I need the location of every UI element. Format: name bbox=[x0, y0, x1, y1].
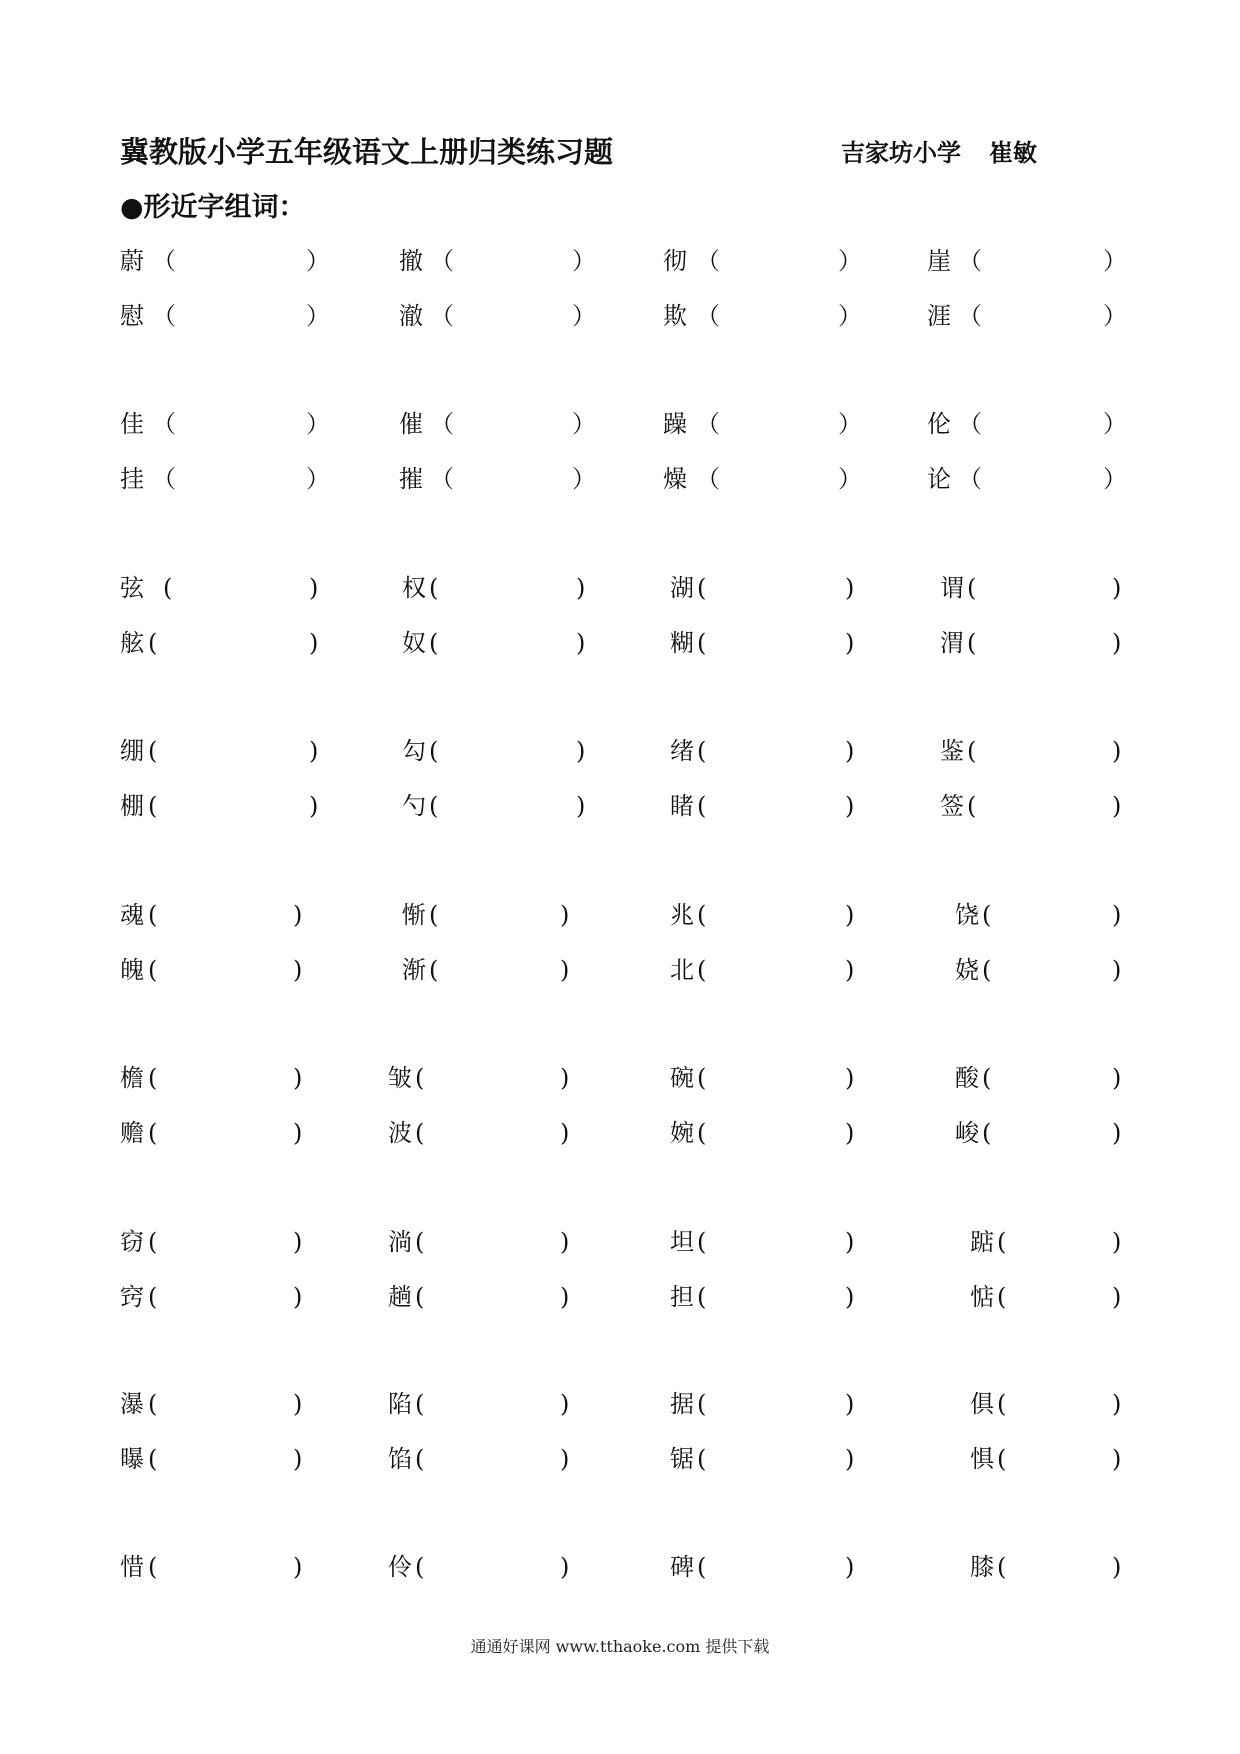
close-paren: ) bbox=[1112, 1553, 1122, 1581]
open-paren: （ bbox=[430, 302, 454, 330]
close-paren: ) bbox=[560, 1390, 570, 1418]
character: 趟 bbox=[388, 1283, 412, 1311]
character: 撤 bbox=[399, 247, 423, 275]
close-paren: ) bbox=[1112, 629, 1122, 657]
word-row bbox=[0, 301, 1240, 331]
close-paren: ） bbox=[572, 410, 596, 438]
close-paren: ) bbox=[845, 629, 855, 657]
character: 惦 bbox=[970, 1283, 994, 1311]
character: 棚 bbox=[120, 792, 144, 820]
close-paren: ） bbox=[838, 247, 862, 275]
word-group-5 bbox=[0, 900, 1240, 990]
open-paren: ( bbox=[415, 1445, 425, 1473]
character: 绪 bbox=[670, 737, 694, 765]
open-paren: ( bbox=[429, 792, 439, 820]
close-paren: ) bbox=[576, 792, 586, 820]
character: 窍 bbox=[120, 1283, 144, 1311]
word-row bbox=[0, 1444, 1240, 1474]
open-paren: ( bbox=[415, 1283, 425, 1311]
character: 糊 bbox=[670, 629, 694, 657]
character: 佳 bbox=[120, 410, 144, 438]
character: 兆 bbox=[670, 901, 694, 929]
open-paren: ( bbox=[148, 1064, 158, 1092]
close-paren: ) bbox=[845, 792, 855, 820]
word-row bbox=[0, 464, 1240, 494]
word-group-8 bbox=[0, 1389, 1240, 1479]
character: 峻 bbox=[955, 1119, 979, 1147]
close-paren: ) bbox=[845, 1228, 855, 1256]
character: 躁 bbox=[663, 410, 687, 438]
character: 陷 bbox=[388, 1390, 412, 1418]
character: 赡 bbox=[120, 1119, 144, 1147]
character: 魄 bbox=[120, 956, 144, 984]
open-paren: ( bbox=[429, 574, 439, 602]
word-row bbox=[0, 1063, 1240, 1093]
character: 馅 bbox=[388, 1445, 412, 1473]
close-paren: ） bbox=[1103, 410, 1127, 438]
open-paren: ( bbox=[697, 629, 707, 657]
open-paren: ( bbox=[997, 1228, 1007, 1256]
character: 俱 bbox=[970, 1390, 994, 1418]
word-row bbox=[0, 1118, 1240, 1148]
open-paren: （ bbox=[430, 465, 454, 493]
open-paren: ( bbox=[429, 737, 439, 765]
open-paren: ( bbox=[148, 792, 158, 820]
word-group-9 bbox=[0, 1552, 1240, 1642]
character: 湖 bbox=[670, 574, 694, 602]
open-paren: （ bbox=[958, 465, 982, 493]
word-group-3 bbox=[0, 573, 1240, 663]
close-paren: ) bbox=[309, 574, 319, 602]
close-paren: ) bbox=[293, 956, 303, 984]
open-paren: （ bbox=[696, 247, 720, 275]
close-paren: ) bbox=[576, 629, 586, 657]
character: 娆 bbox=[955, 956, 979, 984]
open-paren: （ bbox=[696, 302, 720, 330]
open-paren: （ bbox=[430, 410, 454, 438]
character: 勺 bbox=[402, 792, 426, 820]
character: 碑 bbox=[670, 1553, 694, 1581]
close-paren: ) bbox=[845, 574, 855, 602]
open-paren: （ bbox=[696, 410, 720, 438]
open-paren: ( bbox=[148, 956, 158, 984]
word-group-1 bbox=[0, 246, 1240, 336]
close-paren: ） bbox=[838, 302, 862, 330]
close-paren: ) bbox=[1112, 1283, 1122, 1311]
open-paren: ( bbox=[415, 1553, 425, 1581]
open-paren: ( bbox=[967, 737, 977, 765]
open-paren: ( bbox=[982, 901, 992, 929]
word-row bbox=[0, 1389, 1240, 1419]
character: 挂 bbox=[120, 465, 144, 493]
open-paren: ( bbox=[697, 792, 707, 820]
close-paren: ) bbox=[309, 792, 319, 820]
word-row bbox=[0, 736, 1240, 766]
character: 惧 bbox=[970, 1445, 994, 1473]
close-paren: ) bbox=[845, 737, 855, 765]
word-row bbox=[0, 1227, 1240, 1257]
open-paren: ( bbox=[148, 1119, 158, 1147]
close-paren: ） bbox=[306, 410, 330, 438]
author-name: 崔敏 bbox=[989, 138, 1037, 167]
open-paren: ( bbox=[429, 629, 439, 657]
school-name: 吉家坊小学 bbox=[841, 138, 961, 167]
open-paren: ( bbox=[415, 1228, 425, 1256]
character: 欺 bbox=[663, 302, 687, 330]
open-paren: ( bbox=[997, 1283, 1007, 1311]
close-paren: ) bbox=[293, 1283, 303, 1311]
close-paren: ） bbox=[1103, 247, 1127, 275]
close-paren: ） bbox=[306, 465, 330, 493]
open-paren: ( bbox=[148, 901, 158, 929]
character: 饶 bbox=[955, 901, 979, 929]
word-row bbox=[0, 628, 1240, 658]
character: 签 bbox=[940, 792, 964, 820]
close-paren: ) bbox=[560, 956, 570, 984]
character: 燥 bbox=[663, 465, 687, 493]
open-paren: （ bbox=[152, 410, 176, 438]
character: 鉴 bbox=[940, 737, 964, 765]
close-paren: ) bbox=[845, 1390, 855, 1418]
close-paren: ) bbox=[845, 901, 855, 929]
character: 魂 bbox=[120, 901, 144, 929]
close-paren: ) bbox=[293, 1064, 303, 1092]
close-paren: ) bbox=[560, 901, 570, 929]
open-paren: ( bbox=[148, 1553, 158, 1581]
word-row bbox=[0, 955, 1240, 985]
character: 睹 bbox=[670, 792, 694, 820]
open-paren: （ bbox=[430, 247, 454, 275]
character: 蔚 bbox=[120, 247, 144, 275]
open-paren: ( bbox=[697, 956, 707, 984]
character: 渭 bbox=[940, 629, 964, 657]
open-paren: ( bbox=[697, 1228, 707, 1256]
open-paren: （ bbox=[958, 302, 982, 330]
character: 绷 bbox=[120, 737, 144, 765]
close-paren: ) bbox=[1112, 901, 1122, 929]
close-paren: ） bbox=[572, 247, 596, 275]
character: 奴 bbox=[402, 629, 426, 657]
close-paren: ) bbox=[845, 1119, 855, 1147]
character: 碗 bbox=[670, 1064, 694, 1092]
open-paren: ( bbox=[982, 956, 992, 984]
character: 担 bbox=[670, 1283, 694, 1311]
character: 论 bbox=[927, 465, 951, 493]
close-paren: ) bbox=[1112, 737, 1122, 765]
open-paren: ( bbox=[697, 1390, 707, 1418]
open-paren: ( bbox=[997, 1445, 1007, 1473]
close-paren: ) bbox=[1112, 574, 1122, 602]
close-paren: ） bbox=[1103, 302, 1127, 330]
page-footer: 通通好课网 www.tthaoke.com 提供下载 bbox=[470, 1637, 770, 1656]
open-paren: ( bbox=[148, 1283, 158, 1311]
character: 崖 bbox=[927, 247, 951, 275]
close-paren: ) bbox=[309, 737, 319, 765]
close-paren: ） bbox=[306, 247, 330, 275]
character: 锯 bbox=[670, 1445, 694, 1473]
open-paren: ( bbox=[429, 901, 439, 929]
character: 权 bbox=[402, 574, 426, 602]
close-paren: ) bbox=[1112, 956, 1122, 984]
close-paren: ) bbox=[1112, 1445, 1122, 1473]
character: 皱 bbox=[388, 1064, 412, 1092]
word-group-7 bbox=[0, 1227, 1240, 1317]
close-paren: ） bbox=[572, 465, 596, 493]
word-row bbox=[0, 409, 1240, 439]
close-paren: ) bbox=[293, 1390, 303, 1418]
open-paren: ( bbox=[415, 1390, 425, 1418]
open-paren: ( bbox=[697, 737, 707, 765]
close-paren: ) bbox=[293, 1445, 303, 1473]
open-paren: ( bbox=[997, 1553, 1007, 1581]
character: 舷 bbox=[120, 629, 144, 657]
character: 踮 bbox=[970, 1228, 994, 1256]
close-paren: ） bbox=[1103, 465, 1127, 493]
open-paren: ( bbox=[967, 629, 977, 657]
open-paren: （ bbox=[152, 247, 176, 275]
close-paren: ) bbox=[1112, 1390, 1122, 1418]
character: 惜 bbox=[120, 1553, 144, 1581]
open-paren: ( bbox=[967, 574, 977, 602]
character: 弦 bbox=[120, 574, 144, 602]
word-row bbox=[0, 1552, 1240, 1582]
character: 酸 bbox=[955, 1064, 979, 1092]
character: 婉 bbox=[670, 1119, 694, 1147]
word-group-2 bbox=[0, 409, 1240, 499]
character: 慰 bbox=[120, 302, 144, 330]
open-paren: ( bbox=[997, 1390, 1007, 1418]
open-paren: ( bbox=[982, 1064, 992, 1092]
open-paren: ( bbox=[148, 1390, 158, 1418]
open-paren: （ bbox=[958, 247, 982, 275]
character: 摧 bbox=[399, 465, 423, 493]
close-paren: ) bbox=[576, 574, 586, 602]
open-paren: ( bbox=[697, 1064, 707, 1092]
open-paren: ( bbox=[148, 629, 158, 657]
character: 勾 bbox=[402, 737, 426, 765]
character: 澈 bbox=[399, 302, 423, 330]
open-paren: ( bbox=[982, 1119, 992, 1147]
open-paren: ( bbox=[148, 1445, 158, 1473]
word-row bbox=[0, 900, 1240, 930]
open-paren: （ bbox=[958, 410, 982, 438]
word-row bbox=[0, 1282, 1240, 1312]
open-paren: ( bbox=[697, 1283, 707, 1311]
close-paren: ） bbox=[572, 302, 596, 330]
word-row bbox=[0, 246, 1240, 276]
open-paren: ( bbox=[967, 792, 977, 820]
character: 谓 bbox=[940, 574, 964, 602]
character: 北 bbox=[670, 956, 694, 984]
open-paren: ( bbox=[163, 574, 173, 602]
close-paren: ) bbox=[845, 1445, 855, 1473]
close-paren: ) bbox=[560, 1553, 570, 1581]
character: 彻 bbox=[663, 247, 687, 275]
character: 瀑 bbox=[120, 1390, 144, 1418]
character: 伶 bbox=[388, 1553, 412, 1581]
open-paren: ( bbox=[415, 1119, 425, 1147]
character: 惭 bbox=[402, 901, 426, 929]
character: 渐 bbox=[402, 956, 426, 984]
open-paren: ( bbox=[697, 901, 707, 929]
close-paren: ) bbox=[1112, 792, 1122, 820]
character: 窃 bbox=[120, 1228, 144, 1256]
close-paren: ) bbox=[845, 1553, 855, 1581]
word-row bbox=[0, 791, 1240, 821]
open-paren: （ bbox=[696, 465, 720, 493]
close-paren: ) bbox=[293, 1119, 303, 1147]
open-paren: ( bbox=[148, 737, 158, 765]
open-paren: （ bbox=[152, 465, 176, 493]
word-row bbox=[0, 573, 1240, 603]
open-paren: ( bbox=[148, 1228, 158, 1256]
close-paren: ) bbox=[309, 629, 319, 657]
close-paren: ) bbox=[293, 1553, 303, 1581]
open-paren: ( bbox=[415, 1064, 425, 1092]
close-paren: ) bbox=[1112, 1119, 1122, 1147]
close-paren: ） bbox=[838, 410, 862, 438]
close-paren: ) bbox=[293, 1228, 303, 1256]
character: 伦 bbox=[927, 410, 951, 438]
open-paren: ( bbox=[429, 956, 439, 984]
character: 涯 bbox=[927, 302, 951, 330]
section-heading: ●形近字组词： bbox=[120, 192, 306, 223]
close-paren: ) bbox=[560, 1228, 570, 1256]
open-paren: ( bbox=[697, 574, 707, 602]
open-paren: ( bbox=[697, 1119, 707, 1147]
close-paren: ) bbox=[1112, 1064, 1122, 1092]
character: 坦 bbox=[670, 1228, 694, 1256]
close-paren: ) bbox=[293, 901, 303, 929]
close-paren: ） bbox=[306, 302, 330, 330]
word-group-6 bbox=[0, 1063, 1240, 1153]
page-title: 冀教版小学五年级语文上册归类练习题 bbox=[120, 135, 614, 169]
open-paren: ( bbox=[697, 1445, 707, 1473]
character: 曝 bbox=[120, 1445, 144, 1473]
close-paren: ) bbox=[560, 1119, 570, 1147]
character: 催 bbox=[399, 410, 423, 438]
word-group-4 bbox=[0, 736, 1240, 826]
close-paren: ） bbox=[838, 465, 862, 493]
character: 据 bbox=[670, 1390, 694, 1418]
character: 淌 bbox=[388, 1228, 412, 1256]
close-paren: ) bbox=[1112, 1228, 1122, 1256]
open-paren: （ bbox=[152, 302, 176, 330]
close-paren: ) bbox=[560, 1064, 570, 1092]
close-paren: ) bbox=[845, 956, 855, 984]
close-paren: ) bbox=[560, 1445, 570, 1473]
close-paren: ) bbox=[845, 1283, 855, 1311]
close-paren: ) bbox=[576, 737, 586, 765]
character: 檐 bbox=[120, 1064, 144, 1092]
open-paren: ( bbox=[697, 1553, 707, 1581]
close-paren: ) bbox=[845, 1064, 855, 1092]
character: 膝 bbox=[970, 1553, 994, 1581]
character: 波 bbox=[388, 1119, 412, 1147]
close-paren: ) bbox=[560, 1283, 570, 1311]
